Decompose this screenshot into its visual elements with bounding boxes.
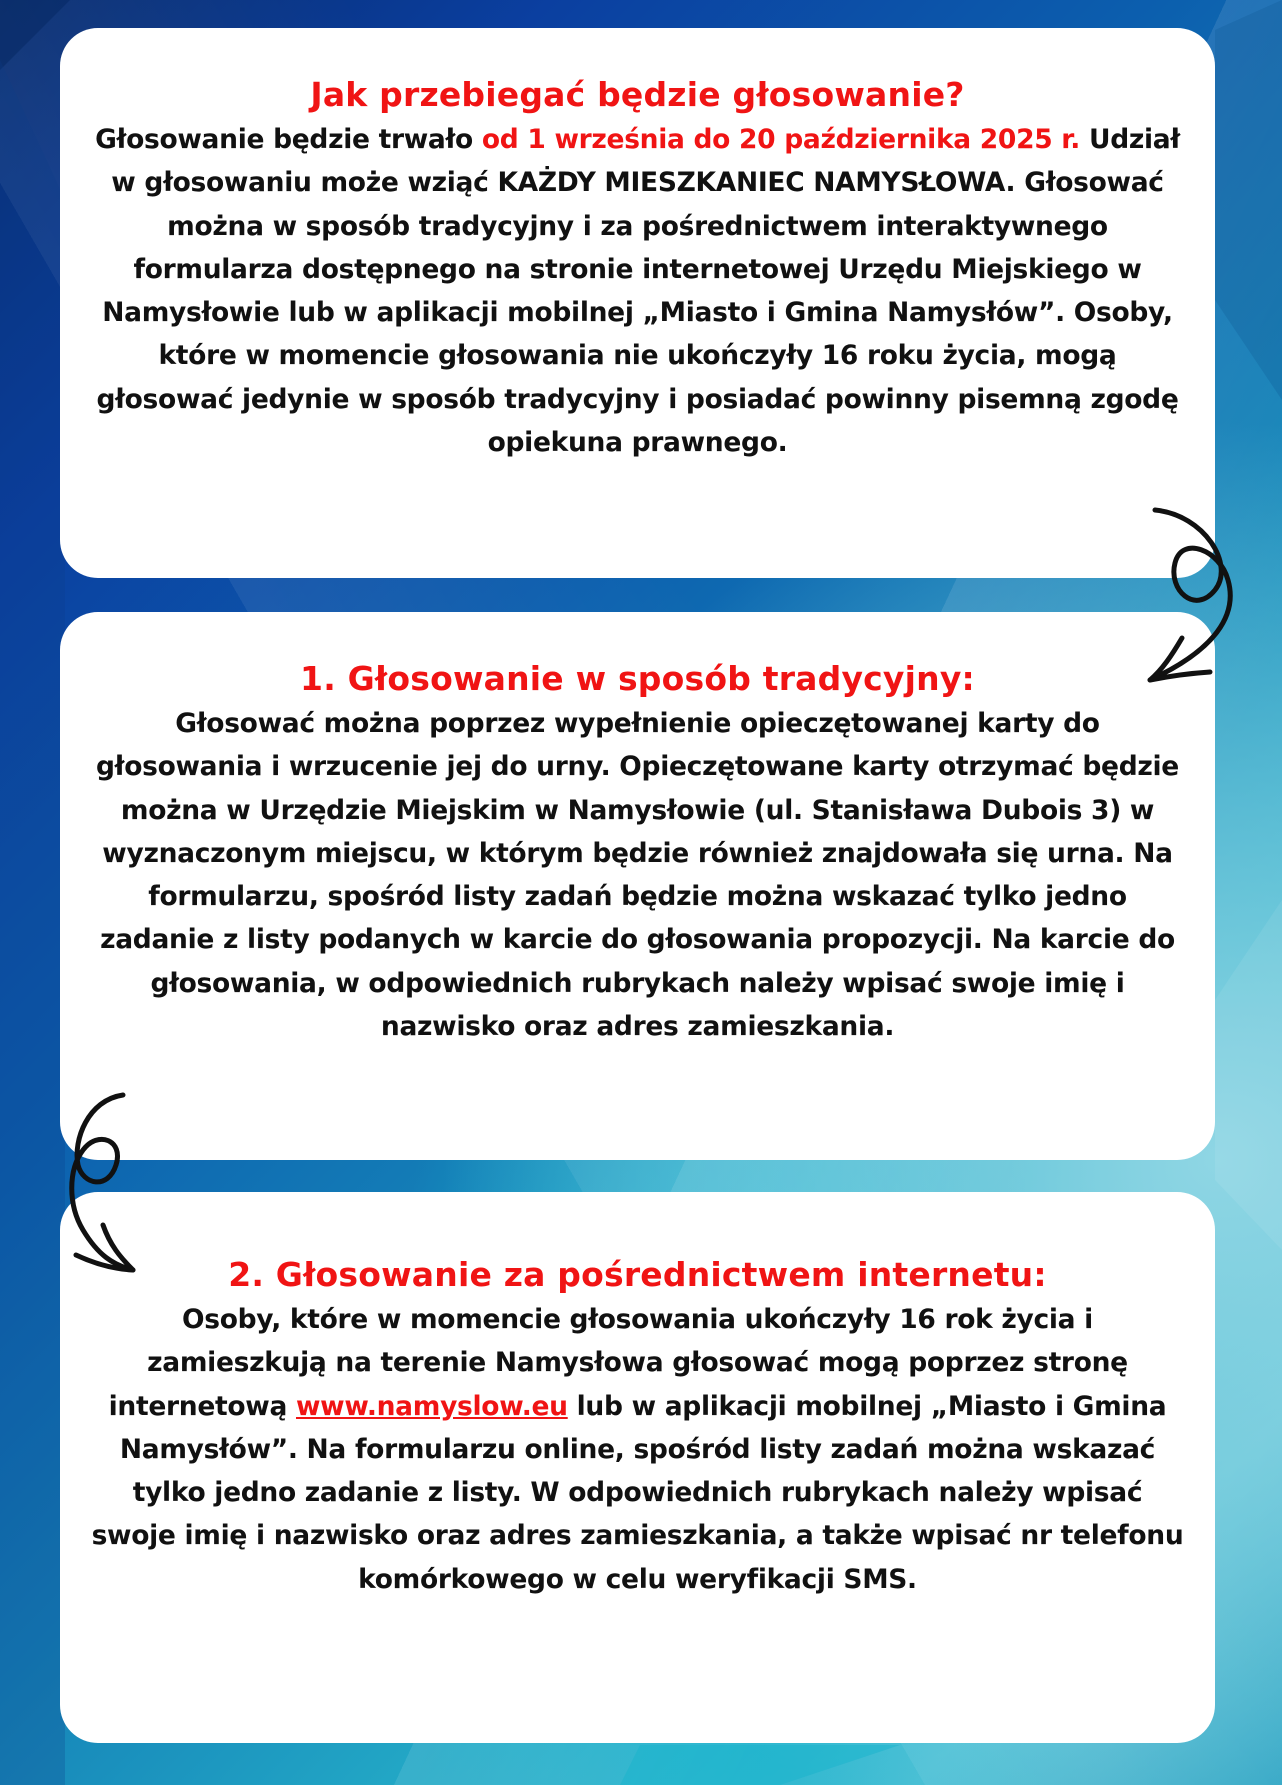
online-body-lead: Osoby, które w momencie głosowania ukończyły 16 rok życia i zamieszkują na terenie Namysłowa głosować mogą poprzez stronę internetową [108, 1304, 1128, 1422]
namyslow-website-link[interactable]: www.namyslow.eu [296, 1390, 568, 1422]
online-voting-body [90, 1298, 1185, 1601]
online-voting-panel [60, 1192, 1215, 1743]
intro-body [90, 118, 1185, 464]
intro-body-lead: Głosowanie będzie trwało [95, 124, 482, 155]
traditional-voting-panel [60, 612, 1215, 1160]
intro-panel [60, 28, 1215, 578]
online-body-rest: lub w aplikacji mobilnej „Miasto i Gmina Namysłów”. Na formularzu online, spośród listy zadań można wskazać tylko jedno zadanie z listy. W odpowiednich rubrykach należy wpisać swoje imię i nazwisko oraz adres zamieszkania, a także wpisać nr telefonu komórkowego w celu weryfikacji SMS. [91, 1390, 1184, 1595]
voting-dates: od 1 września do 20 października 2025 r. [481, 124, 1081, 155]
intro-title: Jak przebiegać będzie głosowanie? [310, 75, 965, 114]
traditional-voting-body: Głosować można poprzez wypełnienie opieczętowanej karty do głosowania i wrzucenie jej do urny. Opieczętowane karty otrzymać będzie można w Urzędzie Miejskim w Namysłowie (ul. Stanisława Dubois 3) w wyznaczonym miejscu, w którym będzie również znajdowała się urna. Na formularzu, spośród listy zadań będzie można wskazać tylko jedno zadanie z listy podanych w karcie do głosowania propozycji. Na karcie do głosowania, w odpowiednich rubrykach należy wpisać swoje imię i nazwisko oraz adres zamieszkania. [96, 708, 1179, 1043]
online-voting-title: 2. Głosowanie za pośrednictwem internetu: [228, 1255, 1047, 1294]
traditional-voting-title: 1. Głosowanie w sposób tradycyjny: [300, 659, 975, 698]
intro-body-rest: Udział w głosowaniu może wziąć KAŻDY MIESZKANIEC NAMYSŁOWA. Głosować można w sposób tradycyjny i za pośrednictwem interaktywnego formularza dostępnego na stronie internetowej Urzędu Miejskiego w Namysłowie lub w aplikacji mobilnej „Miasto i Gmina Namysłów”. Osoby, które w momencie głosowania nie ukończyły 16 roku życia, mogą głosować jedynie w sposób tradycyjny i posiadać powinny pisemną zgodę opiekuna prawnego. [96, 124, 1180, 459]
